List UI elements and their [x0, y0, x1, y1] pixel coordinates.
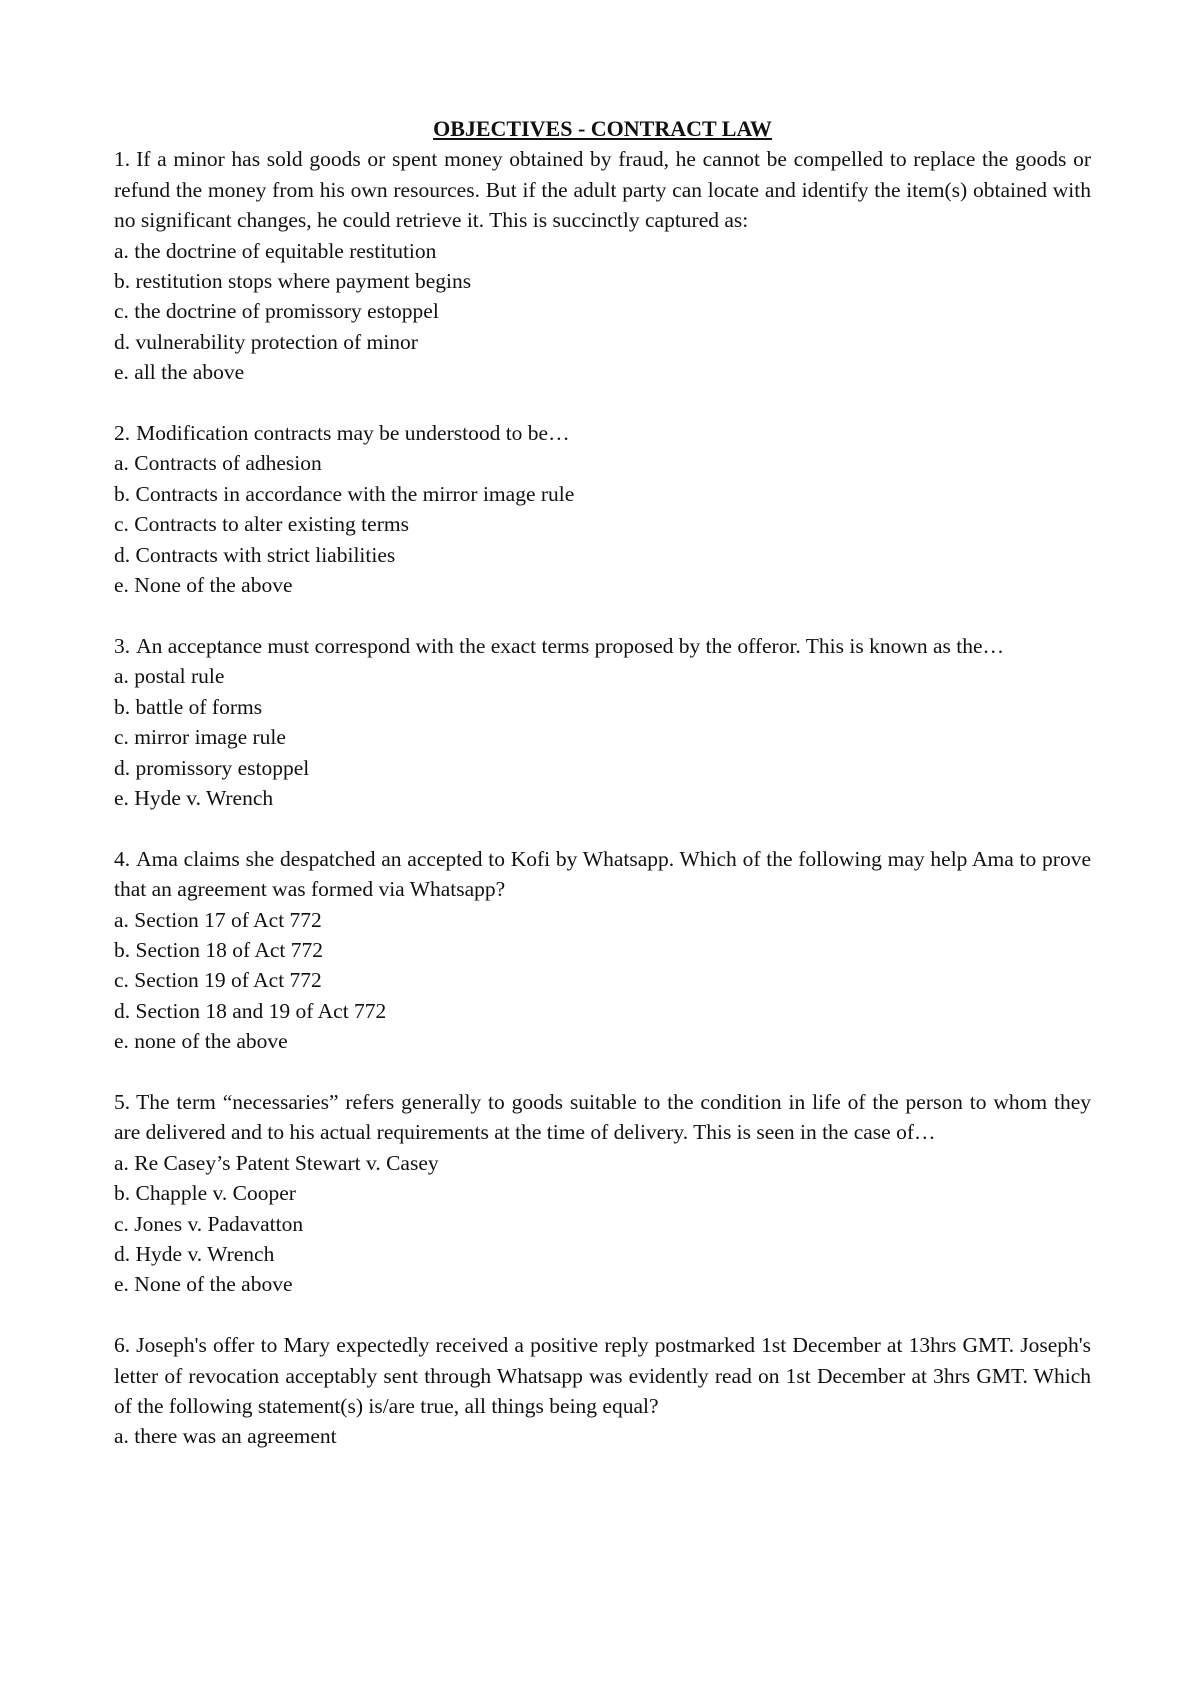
option-a: a. Section 17 of Act 772 — [114, 907, 322, 932]
question-stem — [114, 1330, 1091, 1421]
option-b: b. Section 18 of Act 772 — [114, 937, 324, 962]
question-2 — [114, 418, 1091, 600]
option-d: d. vulnerability protection of minor — [114, 329, 418, 354]
question-number: 2. — [114, 421, 131, 446]
question-text: If a minor has sold goods or spent money obtained by fraud, he cannot be compelled to replace the goods or refund the money from his own resources. But if the adult party can locate and identify the item(s) obtained with no significant changes, he could retrieve it. This is succinctly captured as: — [114, 147, 1091, 233]
question-stem — [114, 144, 1091, 235]
option-e: e. Hyde v. Wrench — [114, 785, 274, 810]
option-a: a. Re Casey’s Patent Stewart v. Casey — [114, 1150, 439, 1175]
option-e: e. None of the above — [114, 573, 293, 598]
option-a: a. postal rule — [114, 664, 225, 689]
question-number: 5. — [114, 1089, 131, 1114]
option-e: e. all the above — [114, 360, 245, 385]
question-number: 1. — [114, 147, 131, 172]
question-number: 3. — [114, 633, 131, 658]
option-a: a. there was an agreement — [114, 1424, 337, 1449]
option-c: c. mirror image rule — [114, 725, 286, 750]
question-4 — [114, 844, 1091, 1057]
option-a: a. Contracts of adhesion — [114, 451, 322, 476]
question-text: Joseph's offer to Mary expectedly received a positive reply postmarked 1st December at 13hrs GMT. Joseph's letter of revocation acceptably sent through Whatsapp was evidently read on 1st December at 3hrs GMT. Which of the following statement(s) is/are true, all things being equal? — [114, 1333, 1091, 1418]
question-3 — [114, 631, 1091, 813]
question-number: 4. — [114, 846, 131, 871]
question-stem — [114, 418, 1091, 448]
option-e: e. none of the above — [114, 1029, 288, 1054]
question-text: Modification contracts may be understood to be… — [136, 421, 570, 446]
option-d: d. Hyde v. Wrench — [114, 1241, 275, 1266]
option-d: d. promissory estoppel — [114, 755, 310, 780]
option-b: b. Contracts in accordance with the mirror image rule — [114, 481, 575, 506]
question-1 — [114, 144, 1091, 387]
question-text: An acceptance must correspond with the exact terms proposed by the offeror. This is known as the… — [136, 633, 1005, 658]
question-5 — [114, 1087, 1091, 1300]
question-stem — [114, 844, 1091, 905]
option-c: c. the doctrine of promissory estoppel — [114, 299, 439, 324]
option-e: e. None of the above — [114, 1272, 293, 1297]
option-c: c. Contracts to alter existing terms — [114, 512, 409, 537]
question-text: The term “necessaries” refers generally to goods suitable to the condition in life of the person to whom they are delivered and to his actual requirements at the time of delivery. This is seen in the case of… — [114, 1089, 1091, 1145]
option-b: b. battle of forms — [114, 694, 263, 719]
document-body — [114, 114, 1091, 1452]
option-a: a. the doctrine of equitable restitution — [114, 238, 437, 263]
question-text: Ama claims she despatched an accepted to Kofi by Whatsapp. Which of the following may help Ama to prove that an agreement was formed via Whatsapp? — [114, 846, 1091, 902]
option-d: d. Section 18 and 19 of Act 772 — [114, 998, 387, 1023]
option-c: c. Jones v. Padavatton — [114, 1211, 304, 1236]
question-stem — [114, 1087, 1091, 1148]
document-title: OBJECTIVES - CONTRACT LAW — [433, 116, 772, 141]
option-d: d. Contracts with strict liabilities — [114, 542, 396, 567]
question-number: 6. — [114, 1333, 131, 1358]
option-b: b. Chapple v. Cooper — [114, 1181, 296, 1206]
option-b: b. restitution stops where payment begins — [114, 269, 472, 294]
question-6 — [114, 1330, 1091, 1452]
question-stem — [114, 631, 1091, 661]
option-c: c. Section 19 of Act 772 — [114, 968, 322, 993]
